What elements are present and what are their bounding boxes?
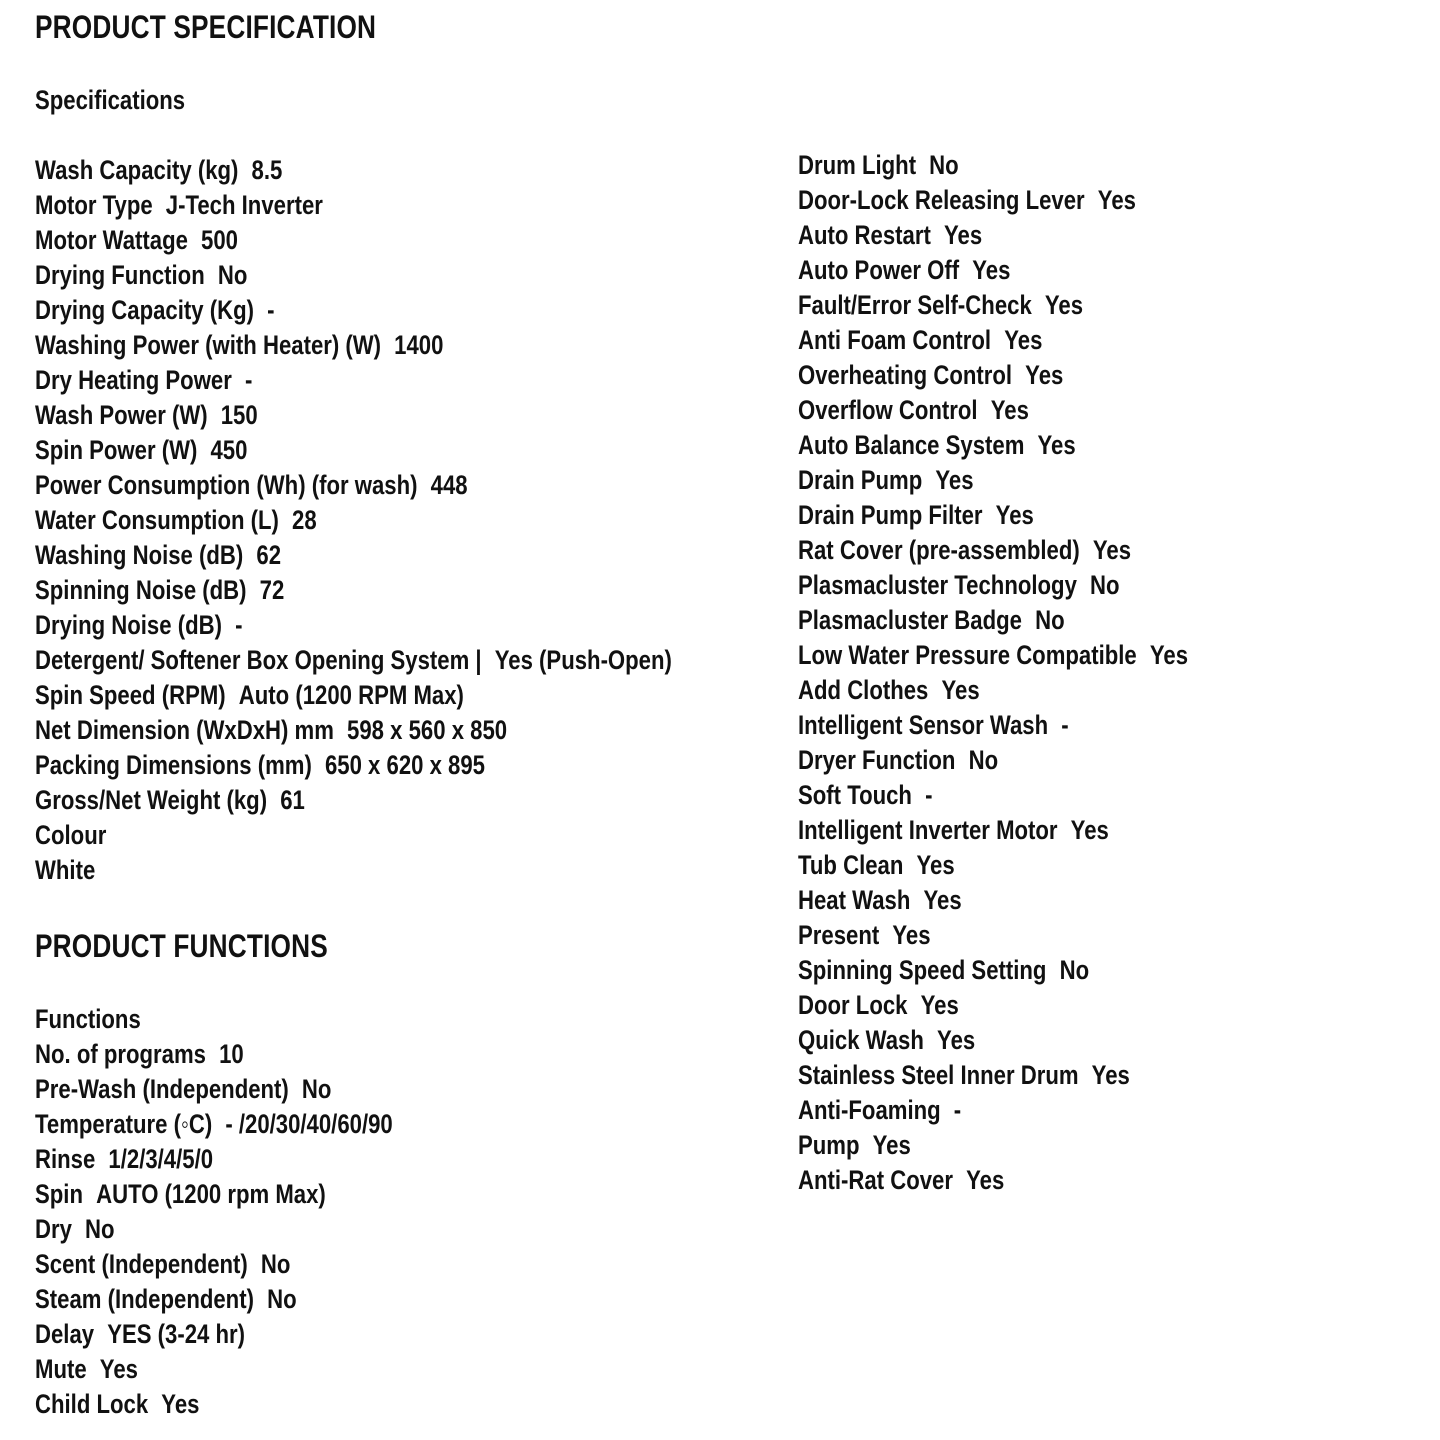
spec-value: Yes — [872, 1130, 911, 1160]
spec-label: Door-Lock Releasing Lever — [798, 185, 1085, 215]
spec-label: Motor Wattage — [35, 225, 188, 255]
spec-label: Child Lock — [35, 1389, 149, 1419]
feature-list — [798, 148, 1274, 1198]
spec-row — [35, 1247, 393, 1282]
spec-row — [798, 918, 1188, 953]
spec-row — [798, 498, 1188, 533]
spec-value: Yes — [941, 675, 980, 705]
spec-label: Motor Type — [35, 190, 153, 220]
spec-value: Yes — [1097, 185, 1136, 215]
spec-label: Wash Capacity (kg) — [35, 155, 239, 185]
spec-row — [798, 638, 1188, 673]
spec-row — [798, 813, 1188, 848]
spec-value: J-Tech Inverter — [165, 190, 323, 220]
spec-value: 10 — [219, 1039, 244, 1069]
spec-row — [35, 468, 672, 503]
spec-value: 8.5 — [251, 155, 283, 185]
spec-label: Tub Clean — [798, 850, 904, 880]
spec-row — [35, 783, 672, 818]
spec-label: Low Water Pressure Compatible — [798, 640, 1137, 670]
spec-value: Yes — [1092, 535, 1132, 565]
spec-row — [798, 218, 1188, 253]
spec-row — [798, 463, 1188, 498]
spec-value: No — [1059, 955, 1090, 985]
spec-label: Washing Noise (dB) — [35, 540, 244, 570]
spec-label: Overflow Control — [798, 395, 978, 425]
spec-row — [35, 293, 672, 328]
spec-value: Yes — [995, 500, 1034, 530]
spec-row — [798, 183, 1188, 218]
spec-label: Spin Power (W) — [35, 435, 198, 465]
spec-label: Dry Heating Power — [35, 365, 232, 395]
spec-label: Net Dimension (WxDxH) mm — [35, 715, 334, 745]
spec-row — [798, 1023, 1188, 1058]
spec-row — [798, 848, 1188, 883]
spec-list — [35, 153, 812, 888]
spec-label: Soft Touch — [798, 780, 912, 810]
spec-label: Rinse — [35, 1144, 96, 1174]
spec-value: Yes — [972, 255, 1011, 285]
spec-value: Auto (1200 RPM Max) — [238, 680, 464, 710]
spec-value: No — [968, 745, 999, 775]
spec-row — [798, 148, 1188, 183]
spec-row — [35, 748, 672, 783]
spec-row — [798, 253, 1188, 288]
spec-label: Detergent/ Softener Box Opening System | — [35, 645, 482, 675]
spec-label: Anti Foam Control — [798, 325, 992, 355]
spec-value: Yes — [943, 220, 983, 250]
spec-label: Dryer Function — [798, 745, 956, 775]
spec-label: Heat Wash — [798, 885, 911, 915]
spec-value: Yes — [1004, 325, 1043, 355]
spec-row — [35, 1072, 393, 1107]
spec-value: Yes — [920, 990, 959, 1020]
spec-value: No — [301, 1074, 332, 1104]
spec-row — [35, 433, 672, 468]
spec-value: - — [267, 295, 275, 325]
spec-label: Auto Balance System — [798, 430, 1025, 460]
spec-value: Yes — [1025, 360, 1064, 390]
spec-row — [35, 1212, 393, 1247]
spec-value: Yes — [1070, 815, 1109, 845]
spec-label: Intelligent Inverter Motor — [798, 815, 1058, 845]
spec-row — [35, 258, 672, 293]
spec-label: Overheating Control — [798, 360, 1013, 390]
spec-value: 500 — [201, 225, 238, 255]
spec-label: Mute — [35, 1354, 87, 1384]
spec-row — [35, 853, 672, 888]
spec-value: Yes — [966, 1165, 1005, 1195]
spec-label: Colour — [35, 820, 107, 850]
spec-label: Drying Noise (dB) — [35, 610, 222, 640]
spec-label: White — [35, 855, 96, 885]
spec-value: Yes — [1044, 290, 1084, 320]
spec-label: Pre-Wash (Independent) — [35, 1074, 289, 1104]
spec-label: Water Consumption (L) — [35, 505, 279, 535]
spec-value: Yes — [1091, 1060, 1130, 1090]
functions-subheading: Functions — [35, 1004, 141, 1034]
spec-row — [35, 573, 672, 608]
spec-label: Packing Dimensions (mm) — [35, 750, 312, 780]
spec-label: Present — [798, 920, 880, 950]
spec-label: Drying Capacity (Kg) — [35, 295, 254, 325]
spec-row — [35, 223, 672, 258]
spec-label: Pump — [798, 1130, 860, 1160]
spec-value: Yes — [1037, 430, 1076, 460]
spec-row — [35, 1352, 393, 1387]
spec-label: Anti-Rat Cover — [798, 1165, 953, 1195]
spec-label: Plasmacluster Technology — [798, 570, 1077, 600]
spec-value: 650 x 620 x 895 — [324, 750, 486, 780]
spec-label: Scent (Independent) — [35, 1249, 248, 1279]
spec-row — [35, 1142, 393, 1177]
spec-value: Yes (Push-Open) — [494, 645, 672, 675]
spec-label: Anti-Foaming — [798, 1095, 941, 1125]
spec-value: - — [235, 610, 243, 640]
spec-value: YES (3-24 hr) — [107, 1319, 246, 1349]
spec-row — [798, 743, 1188, 778]
spec-value: 28 — [292, 505, 317, 535]
spec-label: Add Clothes — [798, 675, 929, 705]
spec-row — [798, 358, 1188, 393]
spec-value: 1/2/3/4/5/0 — [108, 1144, 214, 1174]
spec-row — [798, 778, 1188, 813]
spec-row — [798, 988, 1188, 1023]
spec-label: Spin Speed (RPM) — [35, 680, 226, 710]
spec-row — [798, 393, 1188, 428]
spec-row — [798, 288, 1188, 323]
spec-row — [35, 398, 672, 433]
spec-value: - — [953, 1095, 962, 1125]
spec-row — [798, 883, 1188, 918]
spec-row — [35, 818, 672, 853]
spec-subheading: Specifications — [35, 85, 186, 115]
spec-value: Yes — [892, 920, 931, 950]
spec-value: 450 — [210, 435, 248, 465]
spec-label: Spinning Noise (dB) — [35, 575, 247, 605]
spec-row — [798, 603, 1188, 638]
spec-row — [35, 1317, 393, 1352]
spec-label: Spinning Speed Setting — [798, 955, 1047, 985]
spec-value: 448 — [430, 470, 468, 500]
spec-label: Rat Cover (pre-assembled) — [798, 535, 1080, 565]
spec-label: No. of programs — [35, 1039, 206, 1069]
spec-row — [798, 673, 1188, 708]
spec-row — [35, 503, 672, 538]
spec-value: Yes — [937, 1025, 976, 1055]
spec-value: 1400 — [394, 330, 444, 360]
functions-list — [35, 1037, 471, 1422]
spec-row — [798, 568, 1188, 603]
spec-value: Yes — [935, 465, 974, 495]
spec-value: No — [1090, 570, 1120, 600]
spec-row — [798, 1163, 1188, 1198]
spec-row — [798, 708, 1188, 743]
spec-label: Temperature (◦C) — [35, 1109, 213, 1139]
spec-row — [798, 1093, 1188, 1128]
spec-label: Auto Restart — [798, 220, 931, 250]
spec-row — [35, 538, 672, 573]
spec-row — [35, 643, 672, 678]
spec-value: 72 — [259, 575, 285, 605]
spec-label: Delay — [35, 1319, 95, 1349]
spec-label: Door Lock — [798, 990, 908, 1020]
spec-value: Yes — [1149, 640, 1189, 670]
spec-label: Dry — [35, 1214, 72, 1244]
spec-label: Wash Power (W) — [35, 400, 208, 430]
spec-row — [35, 188, 672, 223]
spec-row — [35, 678, 672, 713]
spec-row — [35, 1037, 393, 1072]
spec-label: Steam (Independent) — [35, 1284, 254, 1314]
spec-label: Fault/Error Self-Check — [798, 290, 1032, 320]
spec-value: No — [217, 260, 248, 290]
spec-label: Spin — [35, 1179, 83, 1209]
spec-value: - — [1061, 710, 1069, 740]
spec-row — [798, 533, 1188, 568]
spec-row — [35, 363, 672, 398]
spec-row — [35, 1387, 393, 1422]
spec-label: Drum Light — [798, 150, 917, 180]
spec-value: Yes — [99, 1354, 138, 1384]
spec-label: Plasmacluster Badge — [798, 605, 1022, 635]
spec-value: Yes — [916, 850, 955, 880]
spec-label: Stainless Steel Inner Drum — [798, 1060, 1079, 1090]
spec-value: AUTO (1200 rpm Max) — [96, 1179, 326, 1209]
spec-row — [35, 1177, 393, 1212]
spec-row — [798, 428, 1188, 463]
spec-label: Power Consumption (Wh) (for wash) — [35, 470, 418, 500]
spec-label: Quick Wash — [798, 1025, 924, 1055]
spec-label: Drain Pump Filter — [798, 500, 983, 530]
spec-row — [798, 1128, 1188, 1163]
spec-row — [798, 1058, 1188, 1093]
spec-value: 62 — [256, 540, 282, 570]
spec-section-heading: PRODUCT SPECIFICATION — [35, 9, 377, 45]
spec-row — [798, 323, 1188, 358]
spec-value: - — [925, 780, 933, 810]
spec-label: Drain Pump — [798, 465, 923, 495]
spec-row — [798, 953, 1188, 988]
spec-value: - — [244, 365, 253, 395]
spec-value: 150 — [220, 400, 258, 430]
spec-value: No — [1035, 605, 1065, 635]
spec-value: No — [267, 1284, 297, 1314]
spec-value: 598 x 560 x 850 — [347, 715, 508, 745]
spec-value: - /20/30/40/60/90 — [225, 1109, 393, 1139]
spec-row — [35, 1107, 393, 1142]
spec-row — [35, 713, 672, 748]
spec-row — [35, 608, 672, 643]
spec-value: No — [85, 1214, 115, 1244]
spec-label: Intelligent Sensor Wash — [798, 710, 1049, 740]
spec-label: Drying Function — [35, 260, 205, 290]
spec-label: Washing Power (with Heater) (W) — [35, 330, 382, 360]
spec-value: Yes — [161, 1389, 200, 1419]
spec-value: Yes — [990, 395, 1029, 425]
spec-row — [35, 1282, 393, 1317]
spec-row — [35, 153, 672, 188]
spec-value: No — [929, 150, 959, 180]
spec-label: Auto Power Off — [798, 255, 960, 285]
functions-section-heading: PRODUCT FUNCTIONS — [35, 928, 328, 964]
spec-value: 61 — [280, 785, 305, 815]
spec-row — [35, 328, 672, 363]
spec-label: Gross/Net Weight (kg) — [35, 785, 268, 815]
spec-value: No — [260, 1249, 291, 1279]
spec-value: Yes — [923, 885, 962, 915]
